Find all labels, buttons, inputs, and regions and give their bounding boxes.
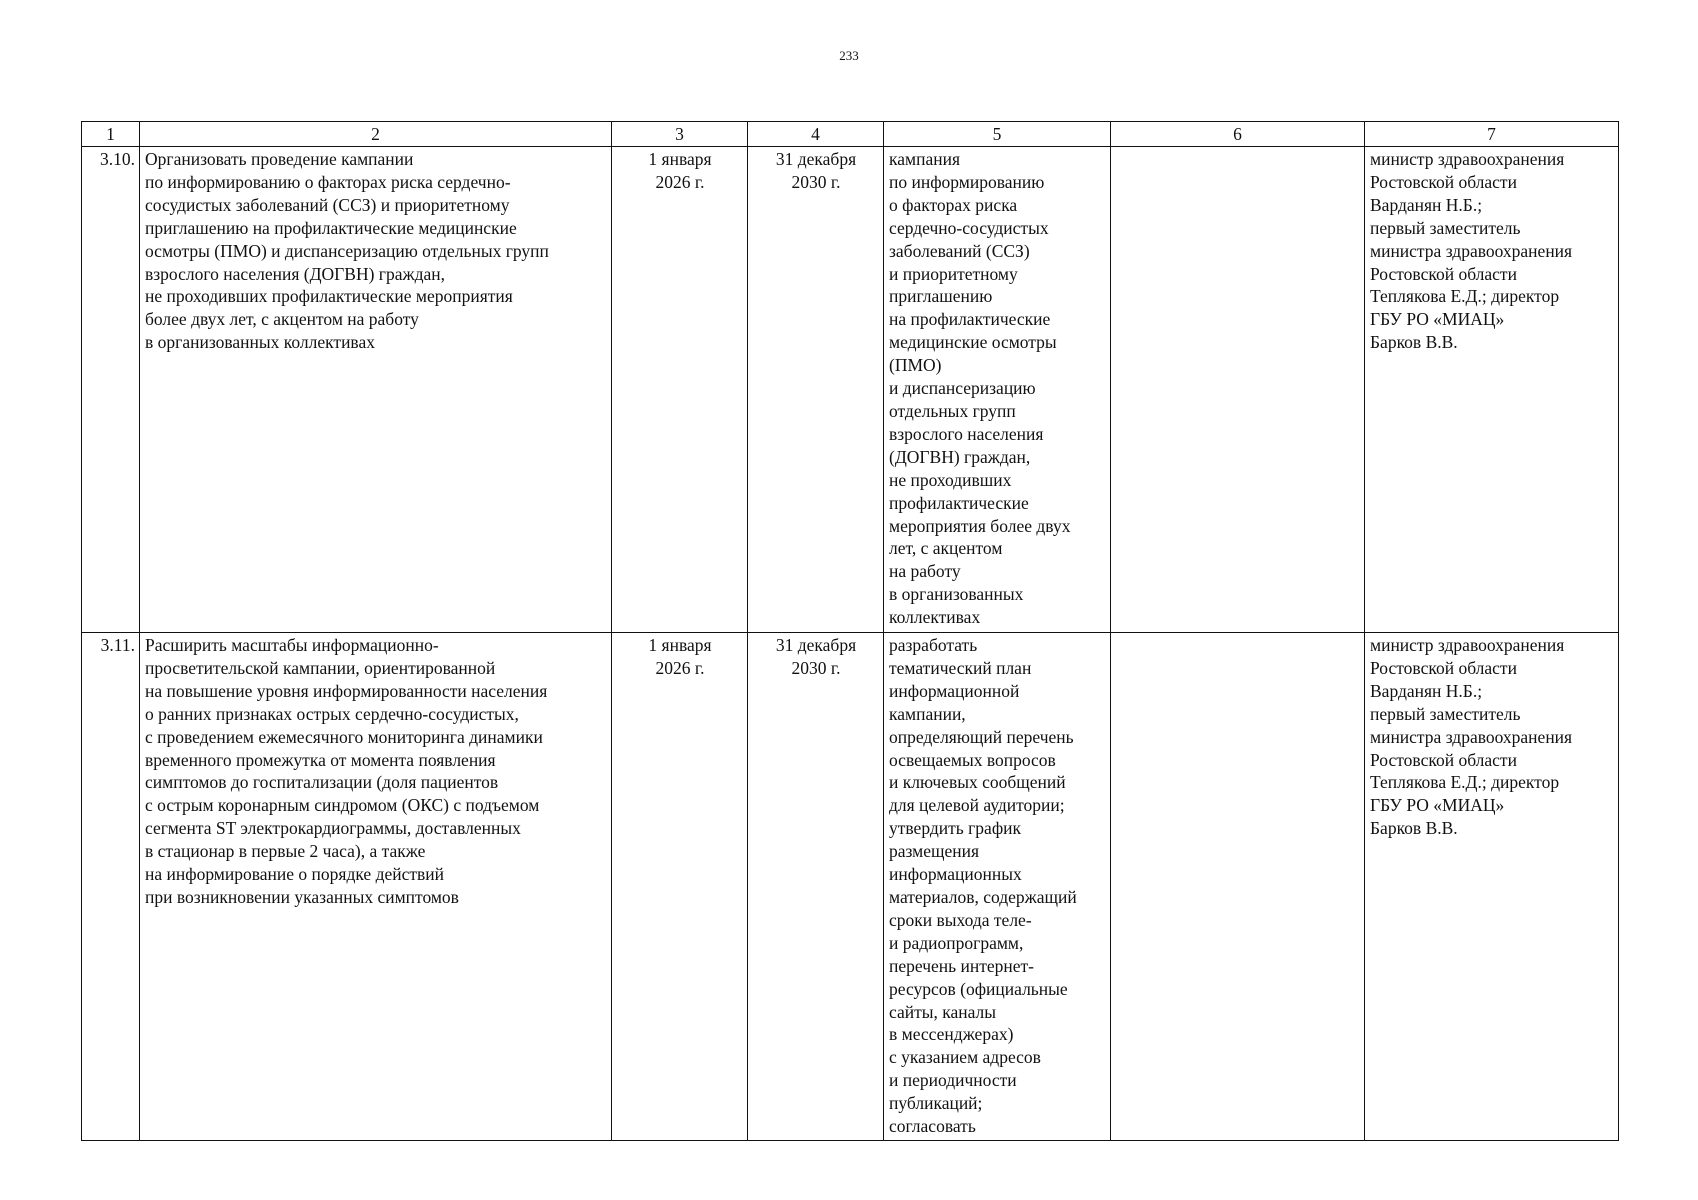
column-header-1: 1: [82, 122, 140, 147]
start-date: 1 января 2026 г.: [612, 633, 748, 1141]
page-number: 233: [839, 48, 859, 63]
column-header-6: 6: [1111, 122, 1365, 147]
end-date: 31 декабря 2030 г.: [748, 147, 884, 633]
column-header-3: 3: [612, 122, 748, 147]
column-header-2: 2: [140, 122, 612, 147]
activity-plan-table: [81, 121, 1619, 1141]
table-row: [82, 633, 1619, 1141]
column-6-cell: [1111, 633, 1365, 1141]
table-header-row: [82, 122, 1619, 147]
activity-description: Расширить масштабы информационно- просветительской кампании, ориентированной на повышение уровня информированности населения о ранних признаках острых сердечно-сосудистых, с проведением ежемесячного мониторинга динамики временного промежутка от момента появления симптомов до госпитализации (доля пациентов с острым коронарным синдромом (ОКС) с подъемом сегмента ST электрокардиограммы, доставленных в стационар в первые 2 часа), а также на информирование о порядке действий при возникновении указанных симптомов: [140, 633, 612, 1141]
table-row: [82, 147, 1619, 633]
responsible-persons: министр здравоохранения Ростовской области Варданян Н.Б.; первый заместитель министра здравоохранения Ростовской области Теплякова Е.Д.; директор ГБУ РО «МИАЦ» Барков В.В.: [1365, 633, 1619, 1141]
column-header-5: 5: [884, 122, 1111, 147]
end-date: 31 декабря 2030 г.: [748, 633, 884, 1141]
expected-result: кампания по информированию о факторах риска сердечно-сосудистых заболеваний (ССЗ) и приоритетному приглашению на профилактические медицинские осмотры (ПМО) и диспансеризацию отдельных групп взрослого населения (ДОГВН) граждан, не проходивших профилактические мероприятия более двух лет, с акцентом на работу в организованных коллективах: [884, 147, 1111, 633]
start-date: 1 января 2026 г.: [612, 147, 748, 633]
activity-description: Организовать проведение кампании по информированию о факторах риска сердечно- сосудистых заболеваний (ССЗ) и приоритетному приглашению на профилактические медицинские осмотры (ПМО) и диспансеризацию отдельных групп взрослого населения (ДОГВН) граждан, не проходивших профилактические мероприятия более двух лет, с акцентом на работу в организованных коллективах: [140, 147, 612, 633]
column-header-7: 7: [1365, 122, 1619, 147]
responsible-persons: министр здравоохранения Ростовской области Варданян Н.Б.; первый заместитель министра здравоохранения Ростовской области Теплякова Е.Д.; директор ГБУ РО «МИАЦ» Барков В.В.: [1365, 147, 1619, 633]
row-number: 3.11.: [82, 633, 140, 1141]
column-header-4: 4: [748, 122, 884, 147]
row-number: 3.10.: [82, 147, 140, 633]
column-6-cell: [1111, 147, 1365, 633]
expected-result: разработать тематический план информационной кампании, определяющий перечень освещаемых вопросов и ключевых сообщений для целевой аудитории; утвердить график размещения информационных материалов, содержащий сроки выхода теле- и радиопрограмм, перечень интернет- ресурсов (официальные сайты, каналы в мессенджерах) с указанием адресов и периодичности публикаций; согласовать: [884, 633, 1111, 1141]
